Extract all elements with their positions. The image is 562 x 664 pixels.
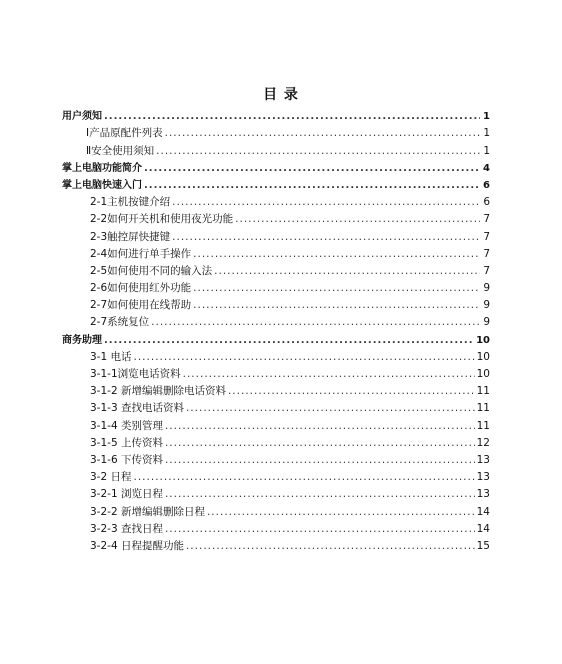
toc-entry-label: 3-1 电话 — [90, 350, 132, 363]
toc-entry[interactable] — [62, 228, 490, 245]
toc-entry-page: 11 — [476, 419, 490, 432]
dot-leader — [193, 297, 480, 314]
dot-leader — [214, 263, 480, 280]
toc-entry[interactable] — [62, 177, 490, 194]
toc-entry-label: Ⅱ安全使用须知 — [86, 144, 155, 157]
dot-leader — [104, 332, 474, 349]
toc-entry-label: 3-2-1 浏览日程 — [90, 488, 163, 501]
toc-entry-page: 14 — [476, 505, 490, 518]
dot-leader — [183, 366, 475, 383]
toc-entry[interactable] — [62, 521, 490, 538]
dot-leader — [235, 211, 480, 228]
toc-entry[interactable] — [62, 538, 490, 555]
dot-leader — [165, 435, 475, 452]
toc-entry-page: 9 — [483, 282, 490, 295]
toc-entry[interactable] — [62, 400, 490, 417]
dot-leader — [186, 538, 475, 555]
toc-entry-page: 1 — [483, 111, 490, 123]
toc-entry-label: 3-1-5 上传资料 — [90, 436, 163, 449]
toc-entry-page: 10 — [476, 350, 490, 363]
toc-entry[interactable] — [62, 246, 490, 263]
toc-entry[interactable] — [62, 280, 490, 297]
toc-entry[interactable] — [62, 469, 490, 486]
toc-entry-label: 3-1-1浏览电话资料 — [90, 368, 181, 380]
dot-leader — [134, 469, 475, 486]
toc-entry-label: 掌上电脑快速入门 — [62, 179, 142, 191]
toc-entry-label: 3-2-4 日程提醒功能 — [90, 539, 184, 552]
toc-entry-label: Ⅰ产品原配件列表 — [86, 127, 163, 140]
toc-entry-label: 2-1主机按键介绍 — [90, 196, 171, 209]
table-of-contents — [62, 108, 490, 555]
dot-leader — [144, 160, 480, 177]
toc-entry-label: 2-5如何使用不同的输入法 — [90, 264, 213, 277]
toc-entry[interactable] — [62, 194, 490, 211]
toc-title: 目 录 — [263, 87, 299, 103]
toc-entry-label: 掌上电脑功能简介 — [62, 162, 142, 174]
toc-entry-label: 3-1-3 查找电话资料 — [90, 402, 184, 415]
toc-entry-page: 11 — [476, 402, 490, 415]
toc-entry-label: 3-1-6 下传资料 — [90, 453, 163, 466]
toc-entry-page: 13 — [476, 488, 490, 501]
toc-entry-page: 11 — [476, 385, 490, 398]
toc-entry-page: 6 — [483, 179, 490, 191]
toc-entry[interactable] — [62, 503, 490, 520]
toc-entry-label: 2-3触控屏快捷键 — [90, 230, 171, 243]
dot-leader — [165, 486, 475, 503]
dot-leader — [144, 177, 480, 194]
toc-entry-page: 13 — [476, 471, 490, 484]
toc-entry-page: 14 — [476, 522, 490, 535]
toc-entry[interactable] — [62, 486, 490, 503]
dot-leader — [193, 280, 480, 297]
toc-entry-label: 3-1-2 新增编辑删除电话资料 — [90, 385, 226, 398]
dot-leader — [172, 229, 480, 246]
toc-entry[interactable] — [62, 297, 490, 314]
toc-entry-label: 2-2如何开关机和使用夜光功能 — [90, 213, 234, 226]
toc-entry[interactable] — [62, 331, 490, 348]
toc-entry-label: 3-2-2 新增编辑删除日程 — [90, 505, 205, 518]
toc-entry-page: 10 — [476, 334, 490, 346]
toc-entry[interactable] — [62, 142, 490, 159]
toc-entry-page: 7 — [483, 230, 490, 243]
toc-entry-page: 1 — [483, 127, 490, 140]
toc-entry-label: 2-6如何使用红外功能 — [90, 282, 192, 295]
dot-leader — [172, 194, 480, 211]
dot-leader — [156, 143, 480, 160]
toc-entry[interactable] — [62, 349, 490, 366]
dot-leader — [186, 400, 475, 417]
toc-entry[interactable] — [62, 263, 490, 280]
toc-entry[interactable] — [62, 211, 490, 228]
toc-entry[interactable] — [62, 108, 490, 125]
toc-entry-label: 2-7系统复位 — [90, 316, 150, 329]
toc-entry-page: 12 — [476, 436, 490, 449]
toc-entry-page: 4 — [483, 162, 490, 174]
toc-entry-label: 3-2-3 查找日程 — [90, 522, 163, 535]
toc-entry[interactable] — [62, 125, 490, 142]
toc-entry[interactable] — [62, 160, 490, 177]
toc-entry[interactable] — [62, 452, 490, 469]
toc-entry-page: 15 — [476, 539, 490, 552]
dot-leader — [151, 314, 480, 331]
dot-leader — [207, 504, 475, 521]
toc-entry-page: 7 — [483, 247, 490, 260]
toc-entry-page: 7 — [483, 264, 490, 277]
toc-entry-page: 9 — [483, 299, 490, 312]
toc-entry[interactable] — [62, 383, 490, 400]
toc-entry-page: 1 — [483, 144, 490, 157]
toc-entry-page: 9 — [483, 316, 490, 329]
toc-entry-label: 3-2 日程 — [90, 471, 132, 484]
dot-leader — [104, 108, 480, 125]
toc-entry-label: 2-7如何使用在线帮助 — [90, 299, 192, 312]
toc-entry-page: 6 — [483, 196, 490, 209]
toc-entry-label: 商务助理 — [62, 334, 102, 346]
toc-entry[interactable] — [62, 314, 490, 331]
toc-entry[interactable] — [62, 435, 490, 452]
toc-entry-label: 3-1-4 类别管理 — [90, 419, 163, 432]
dot-leader — [165, 125, 480, 142]
toc-entry-label: 2-4如何进行单手操作 — [90, 247, 192, 260]
toc-entry-label: 用户须知 — [62, 111, 102, 123]
dot-leader — [134, 349, 475, 366]
dot-leader — [165, 452, 475, 469]
dot-leader — [165, 521, 475, 538]
dot-leader — [165, 418, 475, 435]
toc-entry-page: 7 — [483, 213, 490, 226]
toc-entry-page: 13 — [476, 453, 490, 466]
dot-leader — [193, 246, 480, 263]
toc-entry[interactable] — [62, 366, 490, 383]
toc-entry[interactable] — [62, 417, 490, 434]
dot-leader — [228, 383, 475, 400]
toc-entry-page: 10 — [476, 368, 490, 380]
